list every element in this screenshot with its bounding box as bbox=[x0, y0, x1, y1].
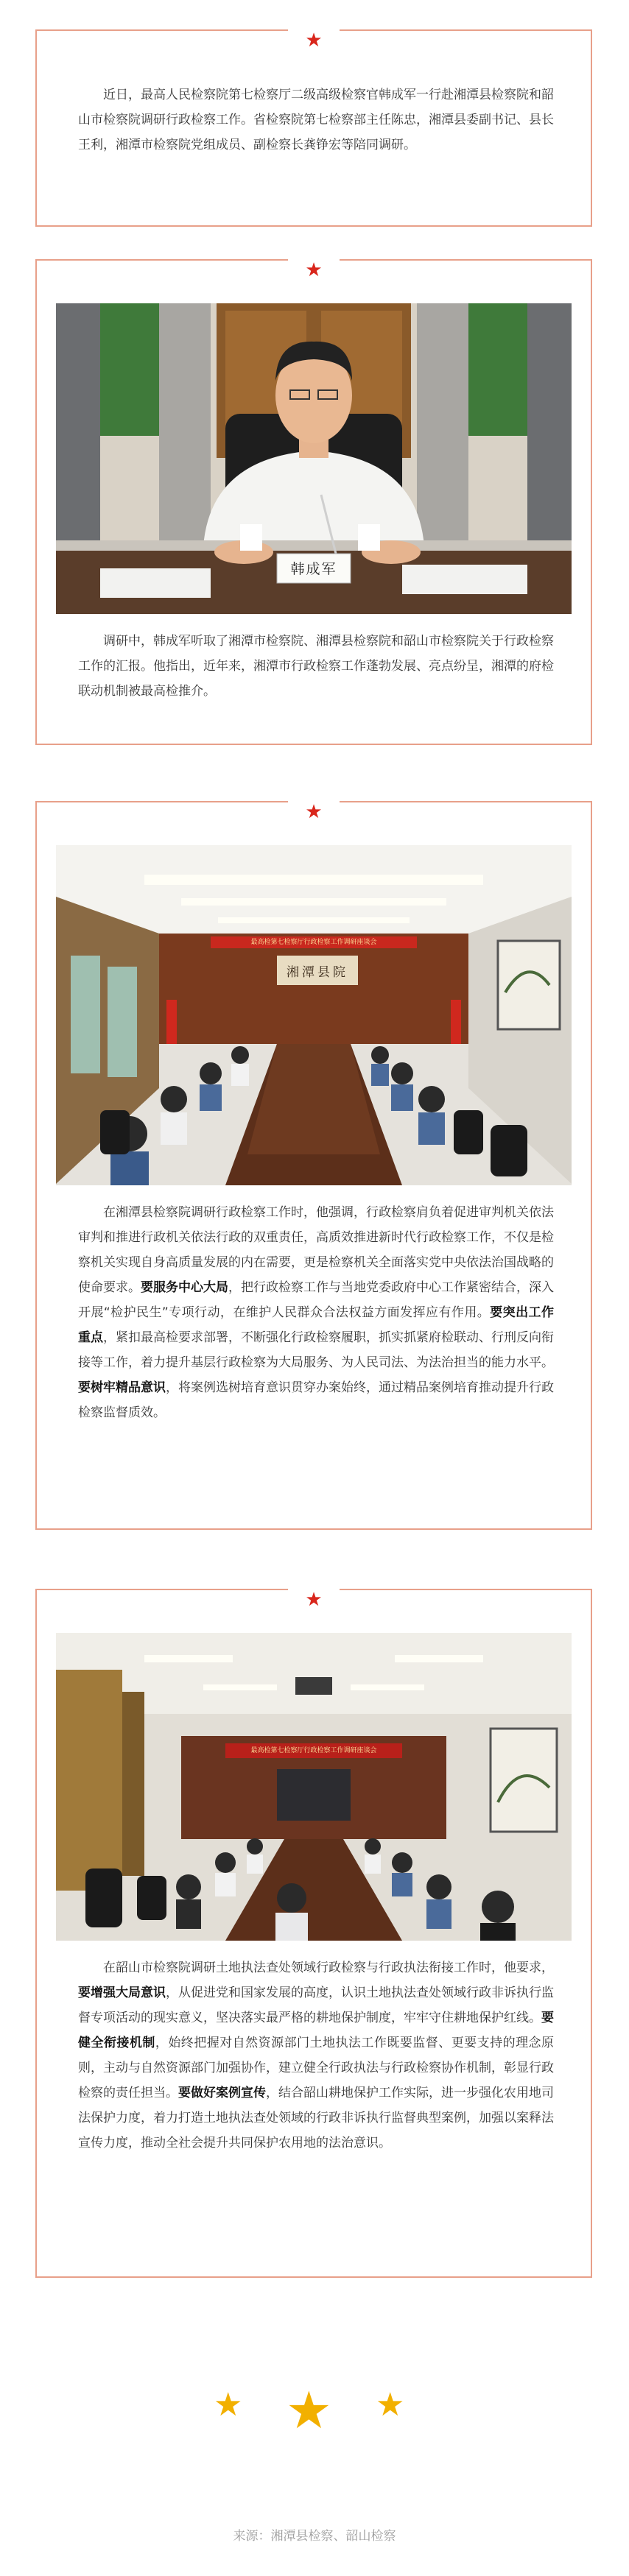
gold-star-icon: ★ bbox=[376, 2386, 405, 2424]
intro-card bbox=[35, 29, 592, 227]
card-star-badge bbox=[288, 801, 340, 823]
decorative-stars bbox=[0, 2367, 629, 2441]
gold-star-icon: ★ bbox=[214, 2386, 243, 2424]
meeting-banner: 最高检第七检察厅行政检察工作调研座谈会 bbox=[250, 939, 377, 946]
card-star-badge bbox=[288, 29, 340, 52]
xiangtan-paragraph: 在湘潭县检察院调研行政检察工作时，他强调，行政检察肩负着促进审判机关依法审判和推进行政机关依法行政的双重责任，高质效推进新时代行政检察工作，不仅是检察机关实现自身高质量发展的内在需要，更是检察机关全面落实党中央依法治国战略的使命要求。要服务中心大局，把行政检察工作与当地党委政府中心工作紧密结合，深入开展“检护民生”专项行动，在维护人民群众合法权益方面发挥应有作用。要突出工作重点，紧扣最高检要求部署，不断强化行政检察履职，抓实抓紧府检联动、行刑反向衔接等工作，着力提升基层行政检察为大局服务、为人民司法、为法治担当的能力水平。要树牢精品意识，将案例选树培育意识贯穿办案始终，通过精品案例培育推动提升行政检察监督质效。 bbox=[78, 1205, 554, 1420]
shaoshan-paragraph: 在韶山市检察院调研土地执法查处领域行政检察与行政执法衔接工作时，他要求，要增强大局意识，从促进党和国家发展的高度，认识土地执法查处领域行政非诉执行监督专项活动的现实意义，坚决落实最严格的耕地保护制度，牢牢守住耕地保护红线。要健全衔接机制，始终把握对自然资源部门土地执法工作既要监督、更要支持的理念原则，主动与自然资源部门加强协作，建立健全行政执法与行政检察协作机制，彰显行政检察的责任担当。要做好案例宣传，结合韶山耕地保护工作实际，进一步强化农用地司法保护力度，着力打造土地执法查处领域的行政非诉执行监督典型案例，加强以案释法宣传力度，推动全社会提升共同保护农用地的法治意识。 bbox=[78, 1961, 555, 2150]
nameplate-text: 韩成军 bbox=[290, 561, 337, 577]
red-star-icon: ★ bbox=[305, 1589, 323, 1611]
report-card bbox=[35, 259, 592, 745]
source-credit: 来源：湘潭县检察、韶山检察 bbox=[233, 2529, 396, 2544]
report-paragraph: 调研中，韩成军听取了湘潭市检察院、湘潭县检察院和韶山市检察院关于行政检察工作的汇报。他指出，近年来，湘潭市行政检察工作蓬勃发展、亮点纷呈，湘潭的府检联动机制被最高检推介。 bbox=[78, 634, 554, 699]
xiangtan-meeting-photo bbox=[56, 845, 572, 1185]
shaoshan-card bbox=[35, 1589, 592, 2278]
wall-calligraphy: 湘潭县院 bbox=[287, 965, 348, 980]
red-star-icon: ★ bbox=[305, 259, 323, 281]
speaker-photo bbox=[56, 303, 572, 614]
card-star-badge bbox=[288, 1589, 340, 1611]
shaoshan-meeting-photo bbox=[56, 1633, 572, 1941]
red-star-icon: ★ bbox=[305, 29, 323, 52]
intro-paragraph: 近日，最高人民检察院第七检察厅二级高级检察官韩成军一行赴湘潭县检察院和韶山市检察院调研行政检察工作。省检察院第七检察部主任陈忠，湘潭县委副书记、县长王利，湘潭市检察院党组成员、副检察长龚铮宏等陪同调研。 bbox=[78, 88, 554, 152]
red-star-icon: ★ bbox=[305, 801, 323, 823]
meeting-banner: 最高检第七检察厅行政检察工作调研座谈会 bbox=[250, 1747, 377, 1754]
gold-star-icon: ★ bbox=[286, 2380, 332, 2441]
card-star-badge bbox=[288, 259, 340, 281]
xiangtan-card bbox=[35, 801, 592, 1530]
